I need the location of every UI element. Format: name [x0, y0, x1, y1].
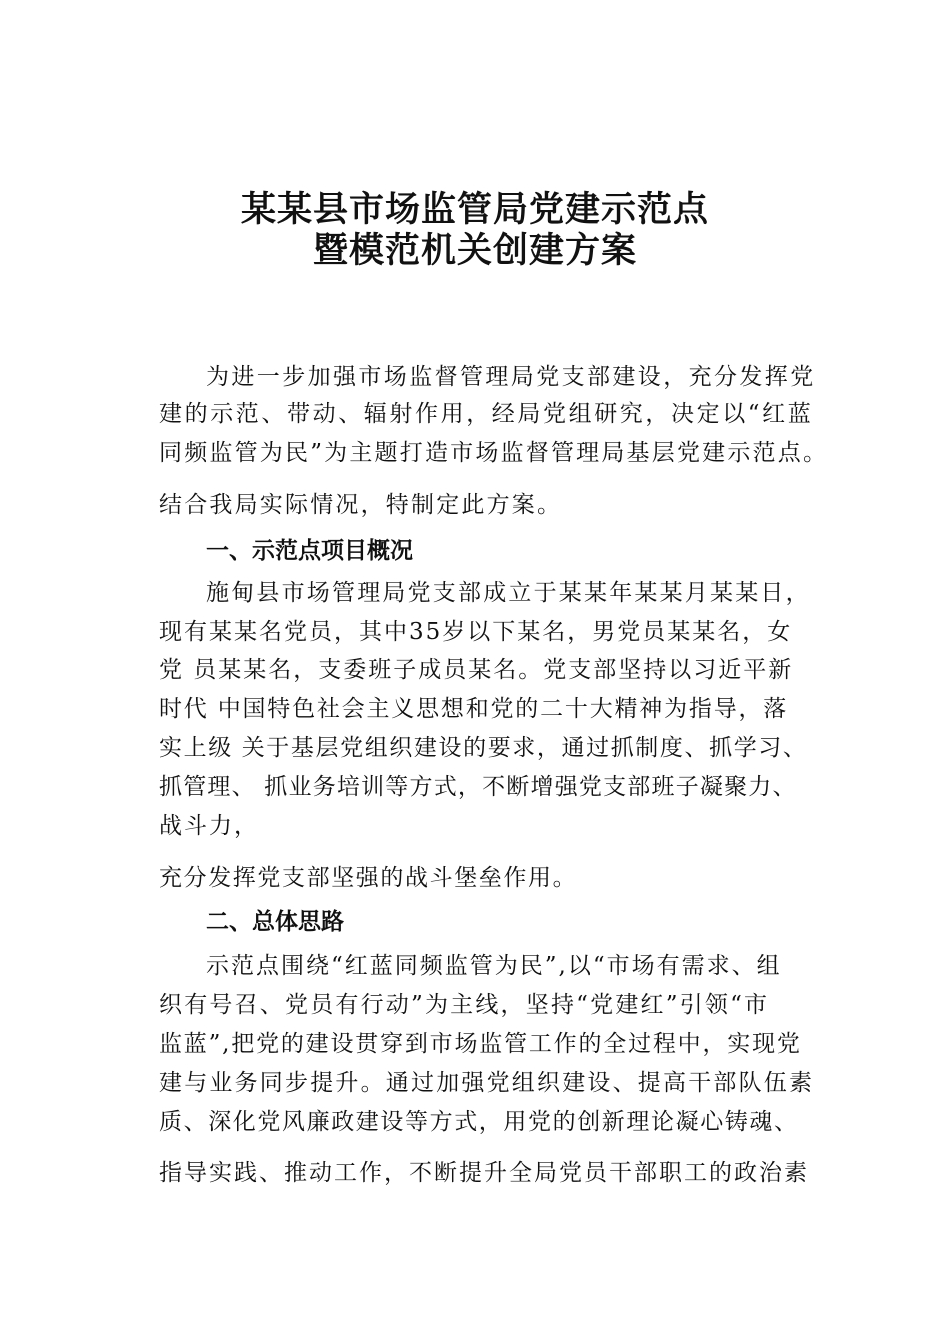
intro-line: 建的示范、带动、辐射作用，经局党组研究，决定以“红蓝: [159, 401, 814, 427]
document-title-line-1: 某某县市场监管局党建示范点: [240, 189, 709, 230]
document-title-line-2: 暨模范机关创建方案: [312, 230, 637, 271]
section1-line: 抓管理、 抓业务培训等方式，不断增强党支部班子凝聚力、: [159, 774, 797, 800]
section-heading-2: 二、总体思路: [206, 909, 344, 935]
section1-line: 党 员某某名，支委班子成员某名。党支部坚持以习近平新: [159, 657, 794, 683]
section1-line: 现有某某名党员，其中35岁以下某名，男党员某某名，女: [159, 619, 793, 645]
section1-line: 充分发挥党支部坚强的战斗堡垒作用。: [159, 865, 578, 891]
intro-line: 为进一步加强市场监督管理局党支部建设，充分发挥党: [206, 364, 816, 390]
section-heading-1: 一、示范点项目概况: [206, 538, 413, 564]
intro-line: 同频监管为民”为主题打造市场监督管理局基层党建示范点。: [159, 440, 829, 466]
section1-line: 时代 中国特色社会主义思想和党的二十大精神为指导，落: [159, 696, 789, 722]
section2-line: 建与业务同步提升。通过加强党组织建设、提高干部队伍素: [159, 1070, 815, 1096]
section2-line: 监蓝”,把党的建设贯穿到市场监管工作的全过程中，实现党: [159, 1031, 802, 1057]
section1-line: 战斗力，: [159, 813, 259, 839]
section1-line: 实上级 关于基层党组织建设的要求，通过抓制度、抓学习、: [159, 735, 808, 761]
section2-line: 织有号召、党员有行动”为主线，坚持“党建红”引领“市: [159, 992, 770, 1018]
intro-line: 结合我局实际情况，特制定此方案。: [159, 492, 563, 518]
section2-line: 示范点围绕“红蓝同频监管为民”,以“市场有需求、组: [206, 953, 782, 979]
section1-line: 施甸县市场管理局党支部成立于某某年某某月某某日，: [206, 580, 811, 606]
section2-line: 指导实践、推动工作，不断提升全局党员干部职工的政治素: [159, 1160, 809, 1186]
section2-line: 质、深化党风廉政建设等方式，用党的创新理论凝心铸魂、: [159, 1109, 799, 1135]
